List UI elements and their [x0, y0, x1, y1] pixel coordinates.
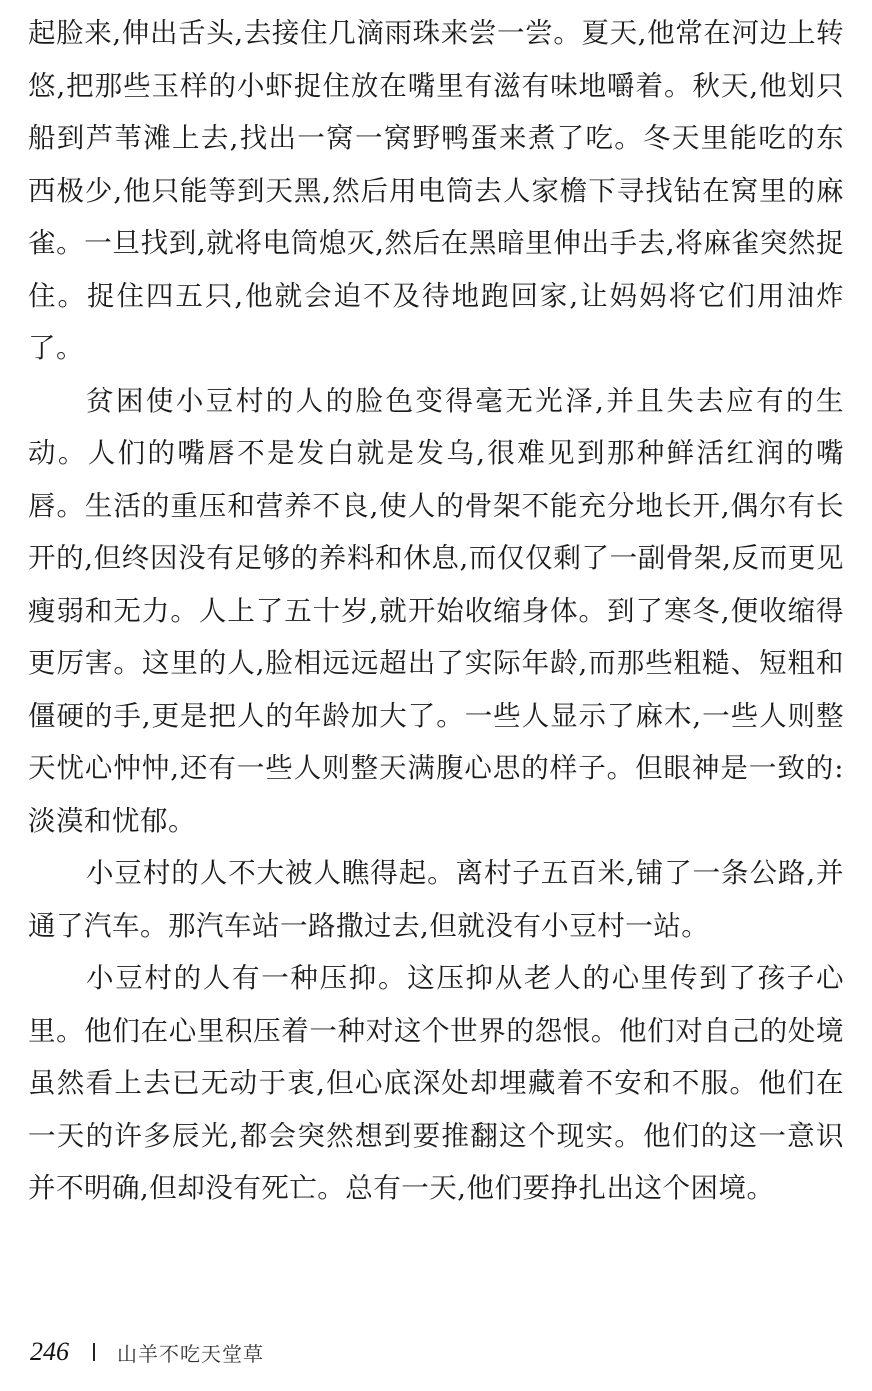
book-title: 山羊不吃天堂草: [117, 1341, 264, 1366]
footer-divider: [93, 1343, 95, 1361]
paragraph-1: 起脸来,伸出舌头,去接住几滴雨珠来尝一尝。夏天,他常在河边上转悠,把那些玉样的小虾捉住放在嘴里有滋有味地嚼着。秋天,他划只船到芦苇滩上去,找出一窝一窝野鸭蛋来煮了吃。冬天里能吃的东西极少,他只能等到天黑,然后用电筒去人家檐下寻找钻在窝里的麻雀。一旦找到,就将电筒熄灭,然后在黑暗里伸出手去,将麻雀突然捉住。捉住四五只,他就会迫不及待地跑回家,让妈妈将它们用油炸了。: [28, 17, 844, 364]
page-number: 246: [30, 1337, 69, 1366]
page-footer: [30, 1334, 264, 1370]
paragraph-3: 小豆村的人不大被人瞧得起。离村子五百米,铺了一条公路,并通了汽车。那汽车站一路撒过去,但就没有小豆村一站。: [28, 857, 844, 942]
page-body: [28, 0, 844, 1215]
paragraph-4: 小豆村的人有一种压抑。这压抑从老人的心里传到了孩子心里。他们在心里积压着一种对这个世界的怨恨。他们对自己的处境虽然看上去已无动于衷,但心底深处却埋藏着不安和不服。他们在一天的许多辰光,都会突然想到要推翻这个现实。他们的这一意识并不明确,但却没有死亡。总有一天,他们要挣扎出这个困境。: [28, 962, 844, 1204]
paragraph-2: 贫困使小豆村的人的脸色变得毫无光泽,并且失去应有的生动。人们的嘴唇不是发白就是发乌,很难见到那种鲜活红润的嘴唇。生活的重压和营养不良,使人的骨架不能充分地长开,偶尔有长开的,但终因没有足够的养料和休息,而仅仅剩了一副骨架,反而更见瘦弱和无力。人上了五十岁,就开始收缩身体。到了寒冬,便收缩得更厉害。这里的人,脸相远远超出了实际年龄,而那些粗糙、短粗和僵硬的手,更是把人的年龄加大了。一些人显示了麻木,一些人则整天忧心忡忡,还有一些人则整天满腹心思的样子。但眼神是一致的:淡漠和忧郁。: [28, 384, 844, 837]
